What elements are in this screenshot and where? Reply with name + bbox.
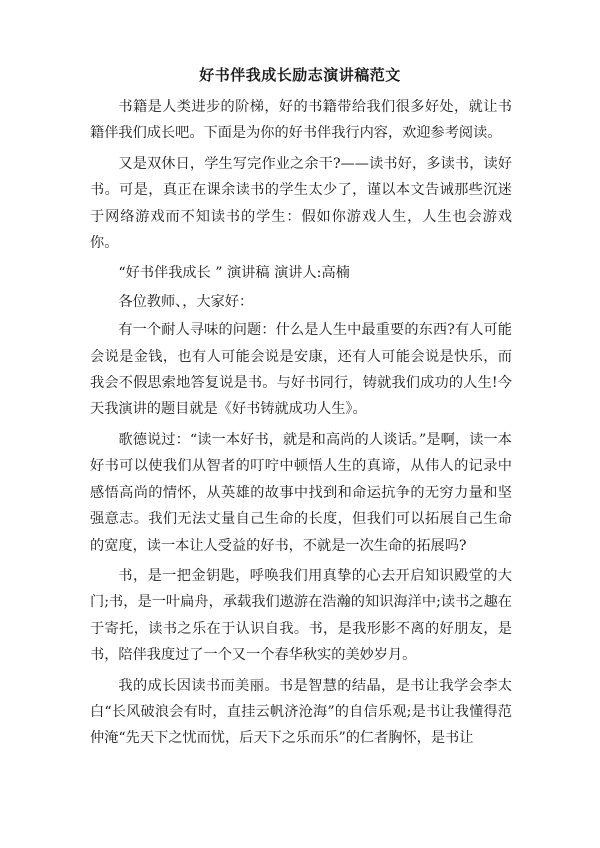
- paragraph-growth: 我的成长因读书而美丽。书是智慧的结晶，是书让我学会李太白“长风破浪会有时，直挂云帆济沧海”的自信乐观;是书让我懂得范仲淹“先天下之忧而忧，后天下之乐而乐”的仁者胸怀，是书让: [90, 677, 512, 747]
- document-title: 好书伴我成长励志演讲稿范文: [199, 66, 401, 84]
- paragraph-greeting: 各位教师、，大家好：: [118, 293, 254, 310]
- paragraph-question: 有一个耐人寻味的问题：什么是人生中最重要的东西?有人可能会说是金钱，也有人可能会说是安康，还有人可能会说是快乐，而我会不假思索地答复说是书。与好书同行，铸就我们成功的人生!今天我演讲的题目就是《好书铸就成功人生》。: [90, 322, 512, 418]
- paragraph-intro: 书籍是人类进步的阶梯，好的书籍带给我们很多好处，就让书籍伴我们成长吧。下面是为你的好书伴我行内容，欢迎参考阅读。: [90, 99, 512, 142]
- paragraph-goethe: 歌德说过：“读一本好书，就是和高尚的人谈话。”是啊，读一本好书可以使我们从智者的叮咛中顿悟人生的真谛，从伟人的记录中感悟高尚的情怀，从英雄的故事中找到和命运抗争的无穷力量和坚强意志。我们无法丈量自己生命的长度，但我们可以拓展自己生命的宽度，读一本让人受益的好书，不就是一次生命的拓展吗?: [90, 431, 512, 554]
- paragraph-golden-key: 书，是一把金钥匙，呼唤我们用真挚的心去开启知识殿堂的大门;书，是一叶扁舟，承载我们遨游在浩瀚的知识海洋中;读书之趣在于寄托，读书之乐在于认识自我。书，是我形影不离的好朋友，是书，陪伴我度过了一个又一个春华秋实的美妙岁月。: [90, 567, 512, 664]
- paragraph-weekend: 又是双休日，学生写完作业之余干?——读书好，多读书，读好书。可是，真正在课余读书的学生太少了，谨以本文告诫那些沉迷于网络游戏而不知读书的学生：假如你游戏人生，人生也会游戏你。: [90, 155, 512, 252]
- paragraph-speech-header: “好书伴我成长 ” 演讲稿 演讲人:高楠: [118, 265, 350, 282]
- document-body: [90, 94, 512, 756]
